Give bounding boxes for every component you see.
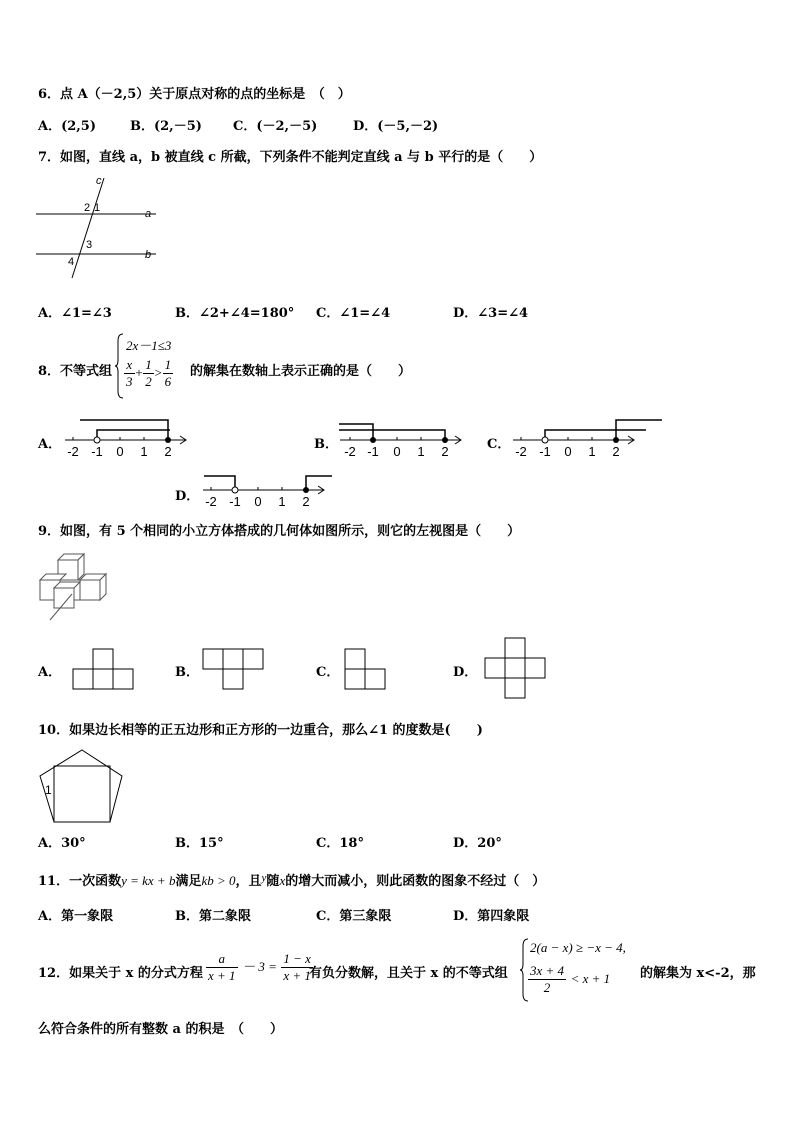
q10-label-1: 1 <box>45 783 52 797</box>
svg-text:-1: -1 <box>539 444 551 459</box>
svg-text:-2: -2 <box>515 444 527 459</box>
svg-text:-1: -1 <box>229 494 241 509</box>
q12-stem-p2: 有负分数解，且关于 x 的不等式组 <box>309 966 508 981</box>
svg-text:-2: -2 <box>205 494 217 509</box>
svg-text:0: 0 <box>116 444 124 459</box>
svg-text:2: 2 <box>302 494 310 509</box>
q8-option-b-letter: B． <box>314 437 338 452</box>
q6-option-d: D．(－5,－2) <box>353 119 439 134</box>
q6-option-a: A．(2,5) <box>38 119 97 134</box>
q8-number-line-b <box>337 418 465 462</box>
q7-option-b: B．∠2+∠4=180° <box>175 306 295 321</box>
q9-option-b-view <box>202 648 264 690</box>
q12-stem-p3: 的解集为 x<-2，那 <box>640 966 756 981</box>
q7-option-a: A．∠1=∠3 <box>38 306 112 321</box>
q12-stem-line2: 么符合条件的所有整数 a 的积是 （ ） <box>38 1022 283 1037</box>
q9-option-a-letter: A． <box>38 665 62 680</box>
q8-stem-prefix: 8．不等式组 <box>38 364 113 379</box>
svg-text:2: 2 <box>612 444 620 459</box>
svg-text:0: 0 <box>254 494 262 509</box>
q8-ineq2: $\frac{x}{3}$ + $\frac{1}{2}$ > $\frac{1}{6}$ <box>126 357 172 389</box>
svg-text:-1: -1 <box>91 444 103 459</box>
q9-option-d-view <box>484 637 546 699</box>
q10-option-d: D．20° <box>453 836 502 851</box>
q12-stem-p1: 12．如果关于 x 的分式方程 <box>38 966 203 981</box>
q8-number-line-d <box>200 472 334 512</box>
svg-text:0: 0 <box>564 444 572 459</box>
q12-ineq1: 2(a − x) ≥ −x − 4, <box>530 940 626 955</box>
svg-text:1: 1 <box>278 494 286 509</box>
q7-label-a: a <box>145 208 152 220</box>
q8-ineq1: 2x－1≤3 <box>126 338 172 353</box>
q10-option-b: B．15° <box>175 836 224 851</box>
q8-number-line-a <box>62 418 190 462</box>
svg-text:2: 2 <box>441 444 449 459</box>
q8-option-c-letter: C． <box>487 437 511 452</box>
q7-figure <box>36 172 161 287</box>
q9-option-c-letter: C． <box>316 665 340 680</box>
q9-option-a-view <box>72 648 134 690</box>
q9-option-d-letter: D． <box>453 665 478 680</box>
q6-option-c: C．(－2,－5) <box>233 119 318 134</box>
q8-option-a-letter: A． <box>38 437 62 452</box>
q7-label-4: 4 <box>68 256 75 268</box>
q7-stem: 7．如图，直线 a，b 被直线 c 所截，下列条件不能判定直线 a 与 b 平行的是（ ） <box>38 150 543 165</box>
q10-pentagon-square-figure <box>36 748 128 826</box>
q11-option-d: D．第四象限 <box>453 909 530 924</box>
q6-stem: 6．点 A（－2,5）关于原点对称的点的坐标是 （ ） <box>38 87 351 102</box>
q7-label-2: 2 <box>84 202 91 214</box>
q7-label-3: 3 <box>86 239 93 251</box>
q12-equation: $\frac{a}{x + 1}$ － 3 = $\frac{1 - x}{x + 1}$ <box>208 951 311 983</box>
q8-stem-suffix: 的解集在数轴上表示正确的是（ ） <box>190 364 412 379</box>
svg-text:-1: -1 <box>367 444 379 459</box>
q7-option-c: C．∠1=∠4 <box>316 306 391 321</box>
q6-option-b: B．(2,－5) <box>130 119 202 134</box>
svg-text:0: 0 <box>393 444 401 459</box>
q12-ineq2: $\frac{3x + 4}{2}$ < x + 1 <box>530 963 611 995</box>
q7-option-d: D．∠3=∠4 <box>453 306 529 321</box>
svg-text:1: 1 <box>140 444 148 459</box>
q7-label-b: b <box>145 249 152 261</box>
svg-text:1: 1 <box>417 444 425 459</box>
svg-text:1: 1 <box>588 444 596 459</box>
q10-option-a: A．30° <box>38 836 86 851</box>
q10-stem: 10．如果边长相等的正五边形和正方形的一边重合，那么∠1 的度数是( ) <box>38 723 483 738</box>
svg-text:-2: -2 <box>344 444 356 459</box>
q7-label-1: 1 <box>94 202 101 214</box>
q10-option-c: C．18° <box>316 836 364 851</box>
q8-option-d-letter: D． <box>175 489 200 504</box>
q7-label-c: c <box>96 175 102 187</box>
q9-option-b-letter: B． <box>175 665 199 680</box>
q11-option-b: B．第二象限 <box>175 909 251 924</box>
q11-stem: 11．一次函数y = kx + b满足kb > 0，且$^y$随x的增大而减小，则此函数的图象不经过（ ） <box>38 872 546 889</box>
svg-text:2: 2 <box>164 444 172 459</box>
q9-cube-figure <box>38 552 113 624</box>
q11-option-c: C．第三象限 <box>316 909 392 924</box>
q11-option-a: A．第一象限 <box>38 909 114 924</box>
q8-number-line-c <box>510 418 662 462</box>
q9-option-c-view <box>344 648 386 690</box>
svg-text:-2: -2 <box>67 444 79 459</box>
q9-stem: 9．如图，有 5 个相同的小立方体搭成的几何体如图所示，则它的左视图是（ ） <box>38 524 521 539</box>
